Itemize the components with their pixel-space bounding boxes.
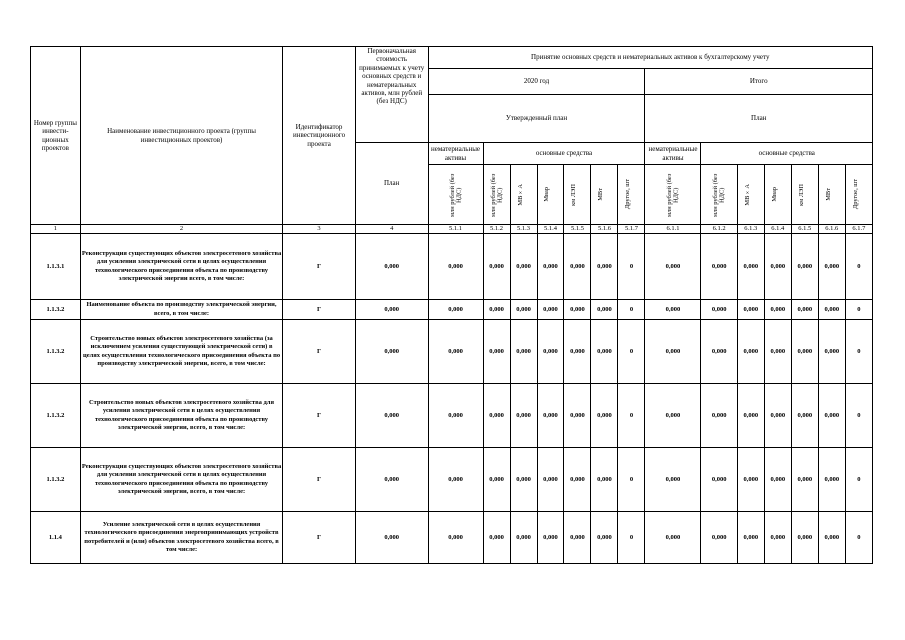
row-number-cell: 1.1.3.1 xyxy=(31,234,81,300)
row-value-cell: 0,000 xyxy=(737,512,764,564)
row-value-cell: 0,000 xyxy=(701,512,737,564)
row-value-cell: 0 xyxy=(845,300,872,320)
row-value-cell: 0,000 xyxy=(591,512,618,564)
row-value-cell: 0,000 xyxy=(355,512,428,564)
row-name-cell: Наименование объекта по производству электрической энергии, всего, в том числе: xyxy=(80,300,282,320)
row-value-cell: 0,000 xyxy=(483,384,510,448)
intangible-header-6: нематериальные активы xyxy=(645,143,701,165)
row-value-cell: 0 xyxy=(618,384,645,448)
row-value-cell: 0,000 xyxy=(737,320,764,384)
row-value-cell: 0,000 xyxy=(483,320,510,384)
column-number: 5.1.7 xyxy=(618,225,645,234)
column-number: 6.1.2 xyxy=(701,225,737,234)
row-identifier-cell: Г xyxy=(283,300,356,320)
row-value-cell: 0,000 xyxy=(428,384,483,448)
column-number: 1 xyxy=(31,225,81,234)
row-identifier-cell: Г xyxy=(283,448,356,512)
row-value-cell: 0,000 xyxy=(737,448,764,512)
row-value-cell: 0,000 xyxy=(537,300,564,320)
column-number: 5.1.2 xyxy=(483,225,510,234)
subcol-label: МВ×А xyxy=(743,183,751,206)
plan-total-header: План xyxy=(645,95,873,143)
row-value-cell: 0,000 xyxy=(564,320,591,384)
row-value-cell: 0,000 xyxy=(355,448,428,512)
row-value-cell: 0,000 xyxy=(701,448,737,512)
fixed-assets-header-6: основные средства xyxy=(701,143,873,165)
row-value-cell: 0,000 xyxy=(791,300,818,320)
subcol-label: МВ×А xyxy=(516,183,524,206)
row-value-cell: 0,000 xyxy=(791,384,818,448)
row-value-cell: 0,000 xyxy=(428,234,483,300)
column-number: 6.1.5 xyxy=(791,225,818,234)
header-row-1 xyxy=(31,47,873,69)
subcol-header xyxy=(845,165,872,225)
column-number: 6.1.7 xyxy=(845,225,872,234)
row-value-cell: 0,000 xyxy=(764,512,791,564)
row-value-cell: 0,000 xyxy=(428,512,483,564)
row-value-cell: 0,000 xyxy=(737,300,764,320)
subcol-label: млн рублей (без НДС) xyxy=(448,172,463,217)
approved-plan-header: Утвержденный план xyxy=(428,95,645,143)
subcol-label: Другое, шт xyxy=(624,179,632,210)
subcol-label: МВт xyxy=(597,188,605,201)
row-value-cell: 0,000 xyxy=(510,512,537,564)
row-value-cell: 0,000 xyxy=(764,320,791,384)
row-value-cell: 0,000 xyxy=(428,300,483,320)
row-identifier-cell: Г xyxy=(283,234,356,300)
subcol-header xyxy=(428,165,483,225)
row-identifier-cell: Г xyxy=(283,320,356,384)
row-value-cell: 0,000 xyxy=(510,384,537,448)
row-value-cell: 0,000 xyxy=(818,384,845,448)
table-row xyxy=(31,384,873,448)
row-number-cell: 1.1.3.2 xyxy=(31,300,81,320)
table-body xyxy=(31,234,873,564)
row-value-cell: 0,000 xyxy=(483,448,510,512)
row-value-cell: 0 xyxy=(618,512,645,564)
subcol-header xyxy=(537,165,564,225)
acceptance-header: Принятие основных средств и нематериальных активов к бухгалтерскому учету xyxy=(428,47,872,69)
row-name-cell: Строительство новых объектов электросетевого хозяйства (за исключением усиления существующей электрической сети) в целях осуществления технологического присоединения объекта по производству электрической энергии, всего, в том числе: xyxy=(80,320,282,384)
row-value-cell: 0,000 xyxy=(564,512,591,564)
row-value-cell: 0,000 xyxy=(355,320,428,384)
row-value-cell: 0 xyxy=(845,320,872,384)
row-value-cell: 0 xyxy=(618,234,645,300)
row-value-cell: 0,000 xyxy=(818,448,845,512)
row-value-cell: 0,000 xyxy=(645,512,701,564)
row-value-cell: 0,000 xyxy=(645,384,701,448)
row-value-cell: 0,000 xyxy=(510,300,537,320)
row-value-cell: 0,000 xyxy=(537,384,564,448)
column-number: 2 xyxy=(80,225,282,234)
investment-table xyxy=(30,46,873,564)
column-number: 5.1.5 xyxy=(564,225,591,234)
row-name-cell: Усиление электрической сети в целях осуществления технологического присоединения энергопринимающих устройств потребителей и (или) объектов электросетевого хозяйства всего, в том числе: xyxy=(80,512,282,564)
subcol-header xyxy=(564,165,591,225)
plan-header: План xyxy=(355,143,428,225)
group-number-header: Номер группы инвести-ционных проектов xyxy=(31,47,81,225)
row-value-cell: 0,000 xyxy=(764,448,791,512)
subcol-header xyxy=(764,165,791,225)
row-value-cell: 0,000 xyxy=(701,234,737,300)
subcol-header xyxy=(483,165,510,225)
subcol-header xyxy=(645,165,701,225)
row-value-cell: 0,000 xyxy=(483,300,510,320)
row-value-cell: 0,000 xyxy=(483,512,510,564)
row-name-cell: Реконструкция существующих объектов электросетевого хозяйства для усиления электрической сети в целях осуществления технологического присоединения объекта по производству электрической энергии всего, в том числе: xyxy=(80,234,282,300)
table-row xyxy=(31,300,873,320)
row-value-cell: 0,000 xyxy=(645,234,701,300)
table-row xyxy=(31,448,873,512)
row-value-cell: 0,000 xyxy=(791,448,818,512)
column-number: 6.1.3 xyxy=(737,225,764,234)
row-number-cell: 1.1.3.2 xyxy=(31,320,81,384)
row-value-cell: 0,000 xyxy=(791,512,818,564)
row-value-cell: 0,000 xyxy=(591,234,618,300)
row-value-cell: 0,000 xyxy=(791,320,818,384)
intangible-header-5: нематериальные активы xyxy=(428,143,483,165)
row-value-cell: 0,000 xyxy=(645,320,701,384)
row-value-cell: 0,000 xyxy=(428,320,483,384)
subcol-label: км ЛЭП xyxy=(797,183,805,206)
row-value-cell: 0,000 xyxy=(701,300,737,320)
row-value-cell: 0 xyxy=(618,320,645,384)
row-value-cell: 0,000 xyxy=(537,448,564,512)
row-value-cell: 0,000 xyxy=(355,234,428,300)
row-value-cell: 0,000 xyxy=(537,320,564,384)
year-2020-header: 2020 год xyxy=(428,69,645,95)
subcol-label: млн рублей (без НДС) xyxy=(665,172,680,217)
row-value-cell: 0,000 xyxy=(564,300,591,320)
row-value-cell: 0,000 xyxy=(791,234,818,300)
row-value-cell: 0,000 xyxy=(428,448,483,512)
initial-cost-header: Первоначальная стоимость принимаемых к учету основных средств и нематериальных активов, млн рублей (без НДС) xyxy=(355,47,428,143)
row-value-cell: 0,000 xyxy=(591,320,618,384)
column-number: 5.1.6 xyxy=(591,225,618,234)
subcol-header xyxy=(618,165,645,225)
column-number: 6.1.1 xyxy=(645,225,701,234)
column-number: 6.1.6 xyxy=(818,225,845,234)
subcol-label: млн рублей (без НДС) xyxy=(489,172,504,217)
row-identifier-cell: Г xyxy=(283,512,356,564)
column-number: 5.1.3 xyxy=(510,225,537,234)
column-number: 5.1.1 xyxy=(428,225,483,234)
subcol-label: км ЛЭП xyxy=(570,183,578,206)
row-value-cell: 0,000 xyxy=(737,234,764,300)
column-number: 3 xyxy=(283,225,356,234)
subcol-header xyxy=(791,165,818,225)
row-value-cell: 0,000 xyxy=(483,234,510,300)
row-value-cell: 0 xyxy=(618,300,645,320)
row-value-cell: 0,000 xyxy=(701,320,737,384)
row-value-cell: 0,000 xyxy=(818,300,845,320)
subcol-header xyxy=(701,165,737,225)
row-value-cell: 0,000 xyxy=(818,512,845,564)
row-value-cell: 0 xyxy=(845,384,872,448)
column-number: 4 xyxy=(355,225,428,234)
subcol-header xyxy=(591,165,618,225)
row-value-cell: 0,000 xyxy=(510,234,537,300)
subcol-label: Мвар xyxy=(770,187,778,202)
row-value-cell: 0,000 xyxy=(564,234,591,300)
total-header: Итого xyxy=(645,69,873,95)
project-name-header: Наименование инвестиционного проекта (группы инвестиционных проектов) xyxy=(80,47,282,225)
fixed-assets-header-5: основные средства xyxy=(483,143,645,165)
table-row xyxy=(31,512,873,564)
row-value-cell: 0,000 xyxy=(645,448,701,512)
row-name-cell: Реконструкция существующих объектов электросетевого хозяйства для усиления электрической сети в целях осуществления технологического присоединения объекта по производству электрической энергии, всего, в том числе: xyxy=(80,448,282,512)
subcol-header xyxy=(510,165,537,225)
table-row xyxy=(31,234,873,300)
row-value-cell: 0,000 xyxy=(764,234,791,300)
subcol-header xyxy=(818,165,845,225)
row-value-cell: 0,000 xyxy=(537,512,564,564)
subcol-label: млн рублей (без НДС) xyxy=(712,172,726,217)
row-value-cell: 0,000 xyxy=(510,320,537,384)
row-value-cell: 0,000 xyxy=(591,448,618,512)
row-value-cell: 0,000 xyxy=(818,234,845,300)
row-value-cell: 0,000 xyxy=(737,384,764,448)
row-value-cell: 0,000 xyxy=(591,384,618,448)
row-value-cell: 0,000 xyxy=(764,300,791,320)
column-number: 5.1.4 xyxy=(537,225,564,234)
row-name-cell: Строительство новых объектов электросетевого хозяйства для усиления электрической сети в целях осуществления технологического присоединения объекта по производству электрической энергии, всего, в том числе: xyxy=(80,384,282,448)
row-value-cell: 0,000 xyxy=(564,448,591,512)
row-value-cell: 0,000 xyxy=(645,300,701,320)
row-value-cell: 0 xyxy=(845,234,872,300)
column-number: 6.1.4 xyxy=(764,225,791,234)
row-value-cell: 0,000 xyxy=(764,384,791,448)
row-value-cell: 0,000 xyxy=(537,234,564,300)
row-value-cell: 0,000 xyxy=(818,320,845,384)
table-row xyxy=(31,320,873,384)
row-value-cell: 0,000 xyxy=(701,384,737,448)
row-number-cell: 1.1.4 xyxy=(31,512,81,564)
subcol-label: Мвар xyxy=(543,187,551,202)
subcol-label: Другое, шт xyxy=(851,179,859,210)
identifier-header: Идентификатор инвестиционного проекта xyxy=(283,47,356,225)
row-number-cell: 1.1.3.2 xyxy=(31,384,81,448)
row-identifier-cell: Г xyxy=(283,384,356,448)
row-value-cell: 0,000 xyxy=(564,384,591,448)
row-value-cell: 0 xyxy=(618,448,645,512)
subcol-header xyxy=(737,165,764,225)
row-number-cell: 1.1.3.2 xyxy=(31,448,81,512)
subcol-label: МВт xyxy=(824,188,832,201)
row-value-cell: 0,000 xyxy=(355,300,428,320)
row-value-cell: 0,000 xyxy=(510,448,537,512)
row-value-cell: 0,000 xyxy=(591,300,618,320)
row-value-cell: 0 xyxy=(845,512,872,564)
column-number-row xyxy=(31,225,873,234)
row-value-cell: 0,000 xyxy=(355,384,428,448)
row-value-cell: 0 xyxy=(845,448,872,512)
